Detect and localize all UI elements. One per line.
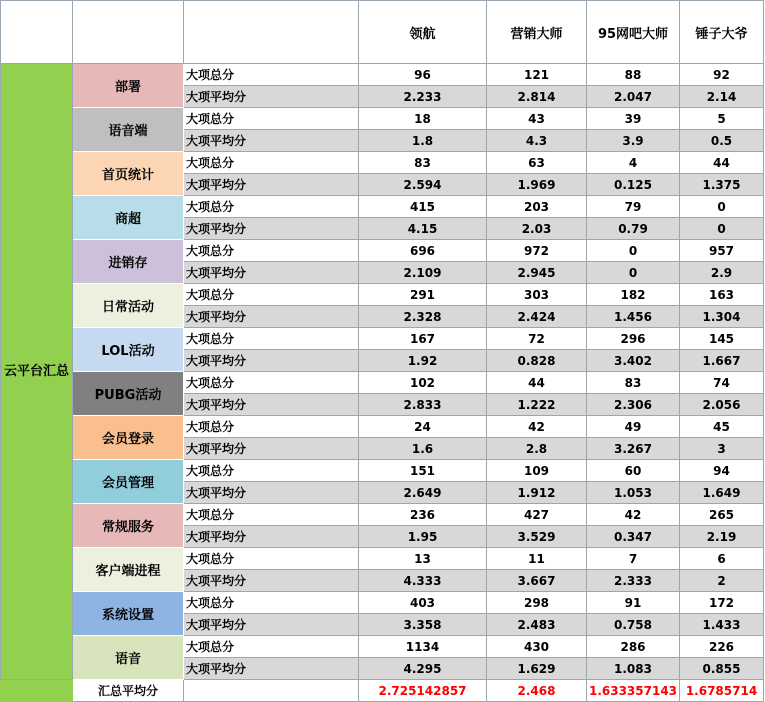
table-row: [1, 108, 764, 130]
category-label: 常规服务: [73, 504, 184, 548]
value-cell: 3.667: [487, 570, 587, 592]
value-cell: 1.375: [680, 174, 764, 196]
category-label: 进销存: [73, 240, 184, 284]
value-cell: 2.594: [359, 174, 487, 196]
summary-value: 1.633357143: [587, 680, 680, 702]
value-cell: 3.9: [587, 130, 680, 152]
column-header-2: 营销大师: [487, 1, 587, 64]
row-type-label: 大项平均分: [184, 570, 359, 592]
value-cell: 298: [487, 592, 587, 614]
value-cell: 3.529: [487, 526, 587, 548]
value-cell: 11: [487, 548, 587, 570]
value-cell: 74: [680, 372, 764, 394]
value-cell: 163: [680, 284, 764, 306]
value-cell: 972: [487, 240, 587, 262]
table-row: [1, 636, 764, 658]
row-type-label: 大项总分: [184, 240, 359, 262]
value-cell: 1.912: [487, 482, 587, 504]
row-type-label: 大项平均分: [184, 438, 359, 460]
value-cell: 83: [359, 152, 487, 174]
value-cell: 2.333: [587, 570, 680, 592]
value-cell: 427: [487, 504, 587, 526]
value-cell: 4.3: [487, 130, 587, 152]
value-cell: 109: [487, 460, 587, 482]
summary-row: [1, 680, 764, 702]
value-cell: 45: [680, 416, 764, 438]
table-row: [1, 64, 764, 86]
value-cell: 4.15: [359, 218, 487, 240]
table-row: [1, 504, 764, 526]
value-cell: 226: [680, 636, 764, 658]
row-type-label: 大项总分: [184, 416, 359, 438]
value-cell: 172: [680, 592, 764, 614]
value-cell: 291: [359, 284, 487, 306]
value-cell: 1.456: [587, 306, 680, 328]
value-cell: 6: [680, 548, 764, 570]
row-type-label: 大项平均分: [184, 482, 359, 504]
table-row: [1, 328, 764, 350]
row-type-label: 大项总分: [184, 108, 359, 130]
value-cell: 0.758: [587, 614, 680, 636]
table-row: [1, 460, 764, 482]
category-label: 客户端进程: [73, 548, 184, 592]
value-cell: 91: [587, 592, 680, 614]
value-cell: 203: [487, 196, 587, 218]
summary-value: 2.725142857: [359, 680, 487, 702]
value-cell: 2.9: [680, 262, 764, 284]
table-row: [1, 592, 764, 614]
value-cell: 1.969: [487, 174, 587, 196]
row-type-label: 大项平均分: [184, 394, 359, 416]
value-cell: 296: [587, 328, 680, 350]
table-row: [1, 152, 764, 174]
value-cell: 2.14: [680, 86, 764, 108]
value-cell: 430: [487, 636, 587, 658]
value-cell: 43: [487, 108, 587, 130]
category-label: 日常活动: [73, 284, 184, 328]
row-type-label: 大项平均分: [184, 262, 359, 284]
row-type-label: 大项总分: [184, 284, 359, 306]
value-cell: 3: [680, 438, 764, 460]
row-type-label: 大项平均分: [184, 130, 359, 152]
value-cell: 303: [487, 284, 587, 306]
value-cell: 44: [487, 372, 587, 394]
value-cell: 83: [587, 372, 680, 394]
value-cell: 1.8: [359, 130, 487, 152]
value-cell: 0: [587, 240, 680, 262]
table-row: [1, 416, 764, 438]
row-type-label: 大项平均分: [184, 306, 359, 328]
value-cell: 1.222: [487, 394, 587, 416]
value-cell: 3.402: [587, 350, 680, 372]
value-cell: 2.8: [487, 438, 587, 460]
category-label: 语音: [73, 636, 184, 680]
value-cell: 7: [587, 548, 680, 570]
value-cell: 145: [680, 328, 764, 350]
value-cell: 2.833: [359, 394, 487, 416]
row-type-label: 大项平均分: [184, 658, 359, 680]
value-cell: 2.19: [680, 526, 764, 548]
value-cell: 1.92: [359, 350, 487, 372]
header-corner-3: [184, 1, 359, 64]
value-cell: 167: [359, 328, 487, 350]
summary-blank-cell: [184, 680, 359, 702]
value-cell: 2.109: [359, 262, 487, 284]
value-cell: 39: [587, 108, 680, 130]
header-row: [1, 1, 764, 64]
value-cell: 102: [359, 372, 487, 394]
value-cell: 13: [359, 548, 487, 570]
value-cell: 3.358: [359, 614, 487, 636]
table-row: [1, 372, 764, 394]
value-cell: 72: [487, 328, 587, 350]
value-cell: 1.433: [680, 614, 764, 636]
category-label: 语音端: [73, 108, 184, 152]
value-cell: 4.295: [359, 658, 487, 680]
value-cell: 2.945: [487, 262, 587, 284]
value-cell: 2.814: [487, 86, 587, 108]
column-header-4: 锤子大爷: [680, 1, 764, 64]
category-label: 会员登录: [73, 416, 184, 460]
row-type-label: 大项平均分: [184, 218, 359, 240]
value-cell: 286: [587, 636, 680, 658]
row-type-label: 大项平均分: [184, 526, 359, 548]
column-header-3: 95网吧大师: [587, 1, 680, 64]
header-corner-2: [73, 1, 184, 64]
category-label: 会员管理: [73, 460, 184, 504]
row-type-label: 大项总分: [184, 636, 359, 658]
value-cell: 1.95: [359, 526, 487, 548]
value-cell: 5: [680, 108, 764, 130]
value-cell: 0.79: [587, 218, 680, 240]
value-cell: 60: [587, 460, 680, 482]
row-type-label: 大项总分: [184, 460, 359, 482]
value-cell: 2.056: [680, 394, 764, 416]
value-cell: 957: [680, 240, 764, 262]
value-cell: 88: [587, 64, 680, 86]
category-label: 系统设置: [73, 592, 184, 636]
value-cell: 63: [487, 152, 587, 174]
value-cell: 0.855: [680, 658, 764, 680]
value-cell: 1.6: [359, 438, 487, 460]
value-cell: 2.233: [359, 86, 487, 108]
value-cell: 49: [587, 416, 680, 438]
value-cell: 182: [587, 284, 680, 306]
summary-value: 2.468: [487, 680, 587, 702]
row-type-label: 大项总分: [184, 328, 359, 350]
value-cell: 79: [587, 196, 680, 218]
value-cell: 42: [587, 504, 680, 526]
row-type-label: 大项总分: [184, 196, 359, 218]
value-cell: 0: [680, 218, 764, 240]
value-cell: 696: [359, 240, 487, 262]
value-cell: 4: [587, 152, 680, 174]
row-type-label: 大项平均分: [184, 350, 359, 372]
value-cell: 1.304: [680, 306, 764, 328]
value-cell: 2.047: [587, 86, 680, 108]
value-cell: 2: [680, 570, 764, 592]
value-cell: 2.649: [359, 482, 487, 504]
summary-left-cell: [1, 680, 73, 702]
value-cell: 18: [359, 108, 487, 130]
value-cell: 42: [487, 416, 587, 438]
value-cell: 1.629: [487, 658, 587, 680]
value-cell: 92: [680, 64, 764, 86]
value-cell: 24: [359, 416, 487, 438]
value-cell: 0.5: [680, 130, 764, 152]
summary-value: 1.6785714: [680, 680, 764, 702]
value-cell: 2.424: [487, 306, 587, 328]
row-type-label: 大项总分: [184, 548, 359, 570]
table-row: [1, 548, 764, 570]
value-cell: 0.125: [587, 174, 680, 196]
table-row: [1, 284, 764, 306]
value-cell: 403: [359, 592, 487, 614]
value-cell: 0.347: [587, 526, 680, 548]
value-cell: 44: [680, 152, 764, 174]
value-cell: 2.306: [587, 394, 680, 416]
value-cell: 94: [680, 460, 764, 482]
value-cell: 1.083: [587, 658, 680, 680]
value-cell: 1.649: [680, 482, 764, 504]
category-label: 商超: [73, 196, 184, 240]
group-label: 云平台汇总: [1, 64, 73, 680]
row-type-label: 大项平均分: [184, 614, 359, 636]
category-label: PUBG活动: [73, 372, 184, 416]
value-cell: 4.333: [359, 570, 487, 592]
table-row: [1, 196, 764, 218]
value-cell: 0: [680, 196, 764, 218]
value-cell: 2.328: [359, 306, 487, 328]
category-label: 部署: [73, 64, 184, 108]
row-type-label: 大项总分: [184, 592, 359, 614]
column-header-1: 领航: [359, 1, 487, 64]
value-cell: 96: [359, 64, 487, 86]
row-type-label: 大项总分: [184, 372, 359, 394]
row-type-label: 大项总分: [184, 504, 359, 526]
value-cell: 3.267: [587, 438, 680, 460]
value-cell: 2.483: [487, 614, 587, 636]
value-cell: 151: [359, 460, 487, 482]
row-type-label: 大项平均分: [184, 86, 359, 108]
value-cell: 1.053: [587, 482, 680, 504]
value-cell: 121: [487, 64, 587, 86]
value-cell: 265: [680, 504, 764, 526]
row-type-label: 大项平均分: [184, 174, 359, 196]
row-type-label: 大项总分: [184, 64, 359, 86]
value-cell: 2.03: [487, 218, 587, 240]
header-corner-1: [1, 1, 73, 64]
category-label: LOL活动: [73, 328, 184, 372]
value-cell: 415: [359, 196, 487, 218]
summary-label: 汇总平均分: [73, 680, 184, 702]
value-cell: 1.667: [680, 350, 764, 372]
value-cell: 236: [359, 504, 487, 526]
value-cell: 0.828: [487, 350, 587, 372]
row-type-label: 大项总分: [184, 152, 359, 174]
value-cell: 1134: [359, 636, 487, 658]
category-label: 首页统计: [73, 152, 184, 196]
value-cell: 0: [587, 262, 680, 284]
table-row: [1, 240, 764, 262]
